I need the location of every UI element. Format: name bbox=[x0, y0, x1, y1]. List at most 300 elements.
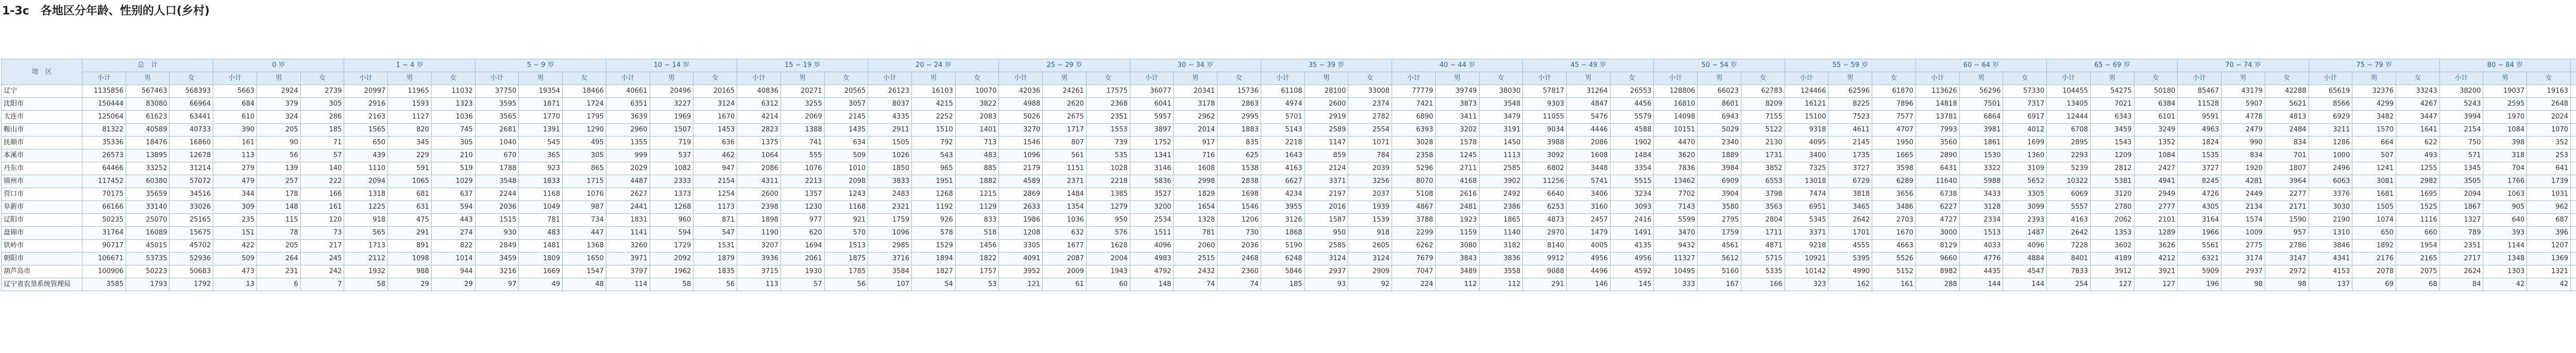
table-cell: 64466 bbox=[82, 162, 126, 175]
header-age-group: 55 − 59 岁 bbox=[1785, 59, 1916, 72]
table-cell: 1135856 bbox=[82, 85, 126, 98]
table-cell: 3146 bbox=[1130, 162, 1174, 175]
table-cell: 7577 bbox=[1872, 111, 1916, 124]
table-cell: 3585 bbox=[82, 278, 126, 291]
table-cell: 5599 bbox=[1654, 214, 1698, 227]
table-cell: 1966 bbox=[2178, 227, 2222, 240]
table-cell: 2398 bbox=[737, 201, 781, 214]
table-cell: 950 bbox=[1086, 214, 1130, 227]
table-cell: 6929 bbox=[2309, 111, 2352, 124]
table-cell: 5243 bbox=[2439, 98, 2483, 111]
header-age-group: 15 − 19 岁 bbox=[737, 59, 868, 72]
table-cell: 3716 bbox=[868, 253, 912, 265]
table-cell: 5715 bbox=[1741, 253, 1785, 265]
header-sub-female: 女 bbox=[1610, 72, 1654, 85]
table-cell: 379 bbox=[257, 98, 300, 111]
table-cell: 2995 bbox=[1217, 111, 1261, 124]
table-cell: 1694 bbox=[781, 240, 824, 253]
table-cell: 3486 bbox=[1872, 201, 1916, 214]
table-cell: 19163 bbox=[2527, 85, 2571, 98]
table-cell: 2916 bbox=[344, 98, 388, 111]
table-cell: 4871 bbox=[1741, 240, 1785, 253]
table-cell: 2483 bbox=[868, 188, 912, 201]
header-sub-subtotal: 小计 bbox=[1785, 72, 1828, 85]
table-cell: 25165 bbox=[170, 214, 213, 227]
table-cell: 571 bbox=[2439, 149, 2483, 162]
table-cell: 2145 bbox=[1828, 137, 1872, 149]
table-cell: 921 bbox=[824, 214, 868, 227]
table-cell: 1809 bbox=[519, 253, 563, 265]
table-cell: 918 bbox=[344, 214, 388, 227]
table-cell: 6553 bbox=[1741, 175, 1785, 188]
table-cell: 2717 bbox=[2439, 253, 2483, 265]
table-cell: 3921 bbox=[2134, 265, 2178, 278]
table-cell: 750 bbox=[2439, 137, 2483, 149]
table-cell: 5701 bbox=[1261, 111, 1304, 124]
header-sub-female: 女 bbox=[1741, 72, 1785, 85]
header-age-group: 30 − 34 岁 bbox=[1130, 59, 1261, 72]
table-cell: 634 bbox=[824, 137, 868, 149]
table-cell: 31764 bbox=[82, 227, 126, 240]
table-cell: 1867 bbox=[2439, 201, 2483, 214]
header-sub-subtotal: 小计 bbox=[1654, 72, 1698, 85]
table-cell: 253 bbox=[2527, 149, 2571, 162]
table-cell: 50235 bbox=[82, 214, 126, 227]
table-cell: 2642 bbox=[2047, 227, 2091, 240]
table-cell: 3260 bbox=[606, 240, 650, 253]
table-cell: 40589 bbox=[126, 124, 170, 137]
table-cell: 2386 bbox=[1479, 201, 1523, 214]
table-cell: 4267 bbox=[2396, 98, 2439, 111]
table-cell: 6864 bbox=[1959, 111, 2003, 124]
table-cell: 57 bbox=[300, 149, 344, 162]
table-cell: 1049 bbox=[519, 201, 563, 214]
table-cell: 3160 bbox=[1567, 201, 1611, 214]
table-cell: 2589 bbox=[1304, 124, 1348, 137]
table-cell: 1318 bbox=[344, 188, 388, 201]
table-cell: 3092 bbox=[1523, 149, 1567, 162]
table-cell: 4214 bbox=[737, 111, 781, 124]
table-cell: 3822 bbox=[955, 98, 999, 111]
table-cell: 7523 bbox=[1828, 111, 1872, 124]
table-cell: 1724 bbox=[563, 98, 606, 111]
table-cell: 965 bbox=[912, 162, 956, 175]
header-sub-male: 男 bbox=[388, 72, 432, 85]
table-cell: 781 bbox=[519, 214, 563, 227]
table-cell: 5335 bbox=[1741, 265, 1785, 278]
table-cell: 4963 bbox=[2178, 124, 2222, 137]
table-cell: 24261 bbox=[1043, 85, 1087, 98]
table-cell: 3904 bbox=[1698, 188, 1741, 201]
header-sub-male: 男 bbox=[1435, 72, 1479, 85]
table-cell: 1515 bbox=[475, 214, 519, 227]
table-cell: 2675 bbox=[1043, 111, 1087, 124]
table-cell: 3548 bbox=[475, 175, 519, 188]
table-cell: 4311 bbox=[737, 175, 781, 188]
table-cell: 104455 bbox=[2047, 85, 2091, 98]
table-cell: 4299 bbox=[2352, 98, 2396, 111]
table-cell: 1770 bbox=[519, 111, 563, 124]
table-cell: 2642 bbox=[1828, 214, 1872, 227]
table-cell: 4305 bbox=[2178, 201, 2222, 214]
table-cell: 4884 bbox=[2003, 253, 2047, 265]
table-cell: 2427 bbox=[2134, 162, 2178, 175]
table-cell: 9912 bbox=[1523, 253, 1567, 265]
table-cell: 1923 bbox=[1435, 214, 1479, 227]
table-cell: 139 bbox=[257, 162, 300, 175]
table-cell: 4588 bbox=[1610, 124, 1654, 137]
header-sub-female: 女 bbox=[2003, 72, 2047, 85]
table-cell: 1868 bbox=[1261, 227, 1304, 240]
table-cell: 305 bbox=[431, 137, 475, 149]
table-cell: 1752 bbox=[1130, 137, 1174, 149]
table-cell: 660 bbox=[2396, 227, 2439, 240]
table-cell: 1932 bbox=[344, 265, 388, 278]
table-cell: 90717 bbox=[82, 240, 126, 253]
table-cell: 6 bbox=[257, 278, 300, 291]
table-cell: 20565 bbox=[824, 85, 868, 98]
table-cell: 90 bbox=[257, 137, 300, 149]
header-sub-female: 女 bbox=[1348, 72, 1392, 85]
table-cell: 3527 bbox=[1130, 188, 1174, 201]
table-cell: 8401 bbox=[2047, 253, 2091, 265]
table-cell: 2895 bbox=[2047, 137, 2091, 149]
table-cell: 1373 bbox=[650, 188, 693, 201]
table-cell: 1243 bbox=[824, 188, 868, 201]
table-cell: 5296 bbox=[1392, 162, 1436, 175]
table-cell: 3984 bbox=[1698, 162, 1741, 175]
table-cell: 1950 bbox=[1872, 137, 1916, 149]
table-cell: 905 bbox=[2483, 201, 2527, 214]
table-cell: 1491 bbox=[1610, 227, 1654, 240]
table-cell: 56 bbox=[824, 278, 868, 291]
region-name: 辽阳市 bbox=[2, 214, 82, 227]
table-cell: 3124 bbox=[1304, 253, 1348, 265]
table-cell: 625 bbox=[1217, 149, 1261, 162]
table-cell: 5029 bbox=[1698, 124, 1741, 137]
table-cell: 701 bbox=[2265, 149, 2309, 162]
table-cell: 834 bbox=[2265, 137, 2309, 149]
table-cell: 576 bbox=[1086, 227, 1130, 240]
table-row bbox=[2, 175, 2576, 188]
table-cell: 3558 bbox=[1479, 265, 1523, 278]
table-cell: 439 bbox=[344, 149, 388, 162]
header-age-group: 0 岁 bbox=[213, 59, 344, 72]
table-cell: 1538 bbox=[1217, 162, 1261, 175]
table-cell: 2016 bbox=[1304, 201, 1348, 214]
header-sub-subtotal: 小计 bbox=[344, 72, 388, 85]
table-cell: 1401 bbox=[955, 124, 999, 137]
table-cell: 3406 bbox=[1567, 188, 1611, 201]
table-cell: 1208 bbox=[999, 227, 1043, 240]
table-cell: 121 bbox=[999, 278, 1043, 291]
table-cell: 990 bbox=[2222, 137, 2265, 149]
table-cell: 535 bbox=[1086, 149, 1130, 162]
table-cell: 3433 bbox=[1959, 188, 2003, 201]
table-cell: 2094 bbox=[344, 175, 388, 188]
table-cell: 4096 bbox=[1130, 240, 1174, 253]
table-cell: 1116 bbox=[2396, 214, 2439, 227]
table-cell: 684 bbox=[213, 98, 257, 111]
table-cell: 422 bbox=[213, 240, 257, 253]
table-cell: 2919 bbox=[1304, 111, 1348, 124]
table-cell: 1286 bbox=[2309, 137, 2352, 149]
table-cell: 5579 bbox=[1610, 111, 1654, 124]
table-cell: 1352 bbox=[2134, 137, 2178, 149]
table-cell: 2804 bbox=[1741, 214, 1785, 227]
table-cell: 2083 bbox=[955, 111, 999, 124]
table-cell: 1368 bbox=[563, 240, 606, 253]
table-cell: 1484 bbox=[1610, 149, 1654, 162]
table-cell: 1327 bbox=[2439, 214, 2483, 227]
table-cell: 7143 bbox=[1654, 201, 1698, 214]
table-cell: 9660 bbox=[1916, 253, 1959, 265]
header-sub-subtotal bbox=[2570, 72, 2576, 85]
table-cell: 1529 bbox=[912, 240, 956, 253]
table-cell: 2039 bbox=[1348, 162, 1392, 175]
table-cell: 2374 bbox=[1348, 98, 1392, 111]
table-cell: 2739 bbox=[300, 85, 344, 98]
table-cell: 1151 bbox=[1043, 162, 1087, 175]
table-cell: 16103 bbox=[912, 85, 956, 98]
table-cell: 3818 bbox=[1828, 188, 1872, 201]
table-cell: 245 bbox=[300, 253, 344, 265]
table-cell: 2061 bbox=[781, 253, 824, 265]
table-cell: 6312 bbox=[737, 98, 781, 111]
table-cell: 1254 bbox=[693, 188, 737, 201]
table-cell: 3211 bbox=[2309, 124, 2352, 137]
table-cell: 16089 bbox=[126, 227, 170, 240]
table-cell: 1479 bbox=[1567, 227, 1611, 240]
table-cell: 3124 bbox=[1348, 253, 1392, 265]
table-cell: 3994 bbox=[2439, 111, 2483, 124]
table-row bbox=[2, 149, 2576, 162]
table-cell: 1014 bbox=[431, 253, 475, 265]
header-sub-subtotal: 小计 bbox=[737, 72, 781, 85]
table-cell: 20496 bbox=[650, 85, 693, 98]
table-cell: 65619 bbox=[2309, 85, 2352, 98]
table-cell: 2937 bbox=[1304, 265, 1348, 278]
header-age-group: 5 − 9 岁 bbox=[475, 59, 606, 72]
table-cell: 719 bbox=[650, 137, 693, 149]
table-cell bbox=[2570, 149, 2576, 162]
table-cell: 1168 bbox=[824, 201, 868, 214]
table-cell: 2890 bbox=[1916, 149, 1959, 162]
table-cell: 127 bbox=[2090, 278, 2134, 291]
table-cell: 1321 bbox=[2527, 265, 2571, 278]
table-cell: 745 bbox=[431, 124, 475, 137]
table-cell: 145 bbox=[1610, 278, 1654, 291]
table-cell: 1807 bbox=[2265, 162, 2309, 175]
table-cell: 2432 bbox=[1174, 265, 1217, 278]
table-cell: 117452 bbox=[82, 175, 126, 188]
table-cell bbox=[2570, 188, 2576, 201]
table-cell: 1643 bbox=[1261, 149, 1304, 162]
table-cell: 309 bbox=[213, 201, 257, 214]
table-cell bbox=[2570, 162, 2576, 175]
table-row bbox=[2, 98, 2576, 111]
table-cell: 148 bbox=[1130, 278, 1174, 291]
table-cell: 4446 bbox=[1567, 124, 1611, 137]
table-cell: 4778 bbox=[2222, 111, 2265, 124]
table-cell: 26123 bbox=[868, 85, 912, 98]
header-sub-subtotal: 小计 bbox=[2047, 72, 2091, 85]
table-cell: 210 bbox=[431, 149, 475, 162]
table-cell: 8209 bbox=[1741, 98, 1785, 111]
table-row bbox=[2, 278, 2576, 291]
table-row bbox=[2, 214, 2576, 227]
table-cell: 1670 bbox=[693, 111, 737, 124]
table-cell: 1883 bbox=[1217, 124, 1261, 137]
table-cell: 35659 bbox=[126, 188, 170, 201]
table-cell: 578 bbox=[912, 227, 956, 240]
table-cell: 1010 bbox=[824, 162, 868, 175]
table-row bbox=[2, 124, 2576, 137]
population-table bbox=[1, 59, 2576, 291]
table-cell: 637 bbox=[431, 188, 475, 201]
table-cell: 1245 bbox=[1435, 149, 1479, 162]
table-cell: 137 bbox=[2309, 278, 2352, 291]
header-sub-male: 男 bbox=[781, 72, 824, 85]
table-cell: 5907 bbox=[2222, 98, 2265, 111]
header-sub-subtotal: 小计 bbox=[2309, 72, 2352, 85]
table-cell: 5239 bbox=[2047, 162, 2091, 175]
table-cell: 33252 bbox=[126, 162, 170, 175]
table-cell: 1543 bbox=[2090, 137, 2134, 149]
header-sub-male: 男 bbox=[1828, 72, 1872, 85]
table-cell: 38030 bbox=[1479, 85, 1523, 98]
header-sub-male: 男 bbox=[2090, 72, 2134, 85]
table-cell: 5395 bbox=[1828, 253, 1872, 265]
table-cell: 565 bbox=[344, 227, 388, 240]
table-cell: 50223 bbox=[126, 265, 170, 278]
table-cell: 6708 bbox=[2047, 124, 2091, 137]
table-cell: 42036 bbox=[999, 85, 1043, 98]
region-name: 抚顺市 bbox=[2, 137, 82, 149]
table-cell: 84 bbox=[2439, 278, 2483, 291]
table-cell: 570 bbox=[824, 227, 868, 240]
table-cell: 1608 bbox=[1174, 162, 1217, 175]
table-cell: 11640 bbox=[1916, 175, 1959, 188]
table-cell: 6069 bbox=[2047, 188, 2091, 201]
table-cell: 1487 bbox=[2003, 227, 2047, 240]
table-cell: 125064 bbox=[82, 111, 126, 124]
table-cell: 1898 bbox=[737, 214, 781, 227]
header-sub-male: 男 bbox=[2352, 72, 2396, 85]
table-cell: 5621 bbox=[2265, 98, 2309, 111]
table-cell: 2112 bbox=[344, 253, 388, 265]
table-cell: 3595 bbox=[475, 98, 519, 111]
table-cell: 4956 bbox=[1610, 253, 1654, 265]
table-cell: 4212 bbox=[2134, 253, 2178, 265]
table-cell: 7993 bbox=[1916, 124, 1959, 137]
table-cell: 69 bbox=[2352, 278, 2396, 291]
table-cell: 4611 bbox=[1828, 124, 1872, 137]
table-cell: 1920 bbox=[2222, 162, 2265, 175]
table-cell: 97 bbox=[475, 278, 519, 291]
table-cell: 2218 bbox=[1086, 175, 1130, 188]
table-cell: 1063 bbox=[2483, 188, 2527, 201]
table-cell: 2340 bbox=[1698, 137, 1741, 149]
table-cell: 127 bbox=[2134, 278, 2178, 291]
table-cell: 2534 bbox=[1130, 214, 1174, 227]
table-cell: 5957 bbox=[1130, 111, 1174, 124]
table-cell: 61108 bbox=[1261, 85, 1304, 98]
table-cell: 1943 bbox=[1086, 265, 1130, 278]
table-cell: 1553 bbox=[1086, 124, 1130, 137]
table-cell: 835 bbox=[1217, 137, 1261, 149]
table-cell: 7501 bbox=[1959, 98, 2003, 111]
table-cell: 537 bbox=[650, 149, 693, 162]
table-cell: 1173 bbox=[693, 201, 737, 214]
table-cell: 4726 bbox=[2178, 188, 2222, 201]
table-cell: 3227 bbox=[650, 98, 693, 111]
header-sub-subtotal: 小计 bbox=[1261, 72, 1304, 85]
table-cell: 1578 bbox=[1435, 137, 1479, 149]
table-cell: 9318 bbox=[1785, 124, 1828, 137]
table-cell: 1071 bbox=[1348, 137, 1392, 149]
table-cell: 5526 bbox=[1872, 253, 1916, 265]
header-sub-female: 女 bbox=[170, 72, 213, 85]
table-cell: 3548 bbox=[1479, 98, 1523, 111]
table-cell: 11965 bbox=[388, 85, 432, 98]
table-cell: 1590 bbox=[2265, 214, 2309, 227]
page-title: 1-3c 各地区分年龄、性别的人口(乡村) bbox=[2, 5, 210, 18]
table-cell: 113 bbox=[213, 149, 257, 162]
table-cell: 10495 bbox=[1654, 265, 1698, 278]
table-cell: 3836 bbox=[1479, 253, 1523, 265]
table-cell: 1513 bbox=[1959, 227, 2003, 240]
table-cell: 2037 bbox=[1348, 188, 1392, 201]
table-cell: 2937 bbox=[2222, 265, 2265, 278]
table-cell: 2165 bbox=[2396, 253, 2439, 265]
table-cell: 792 bbox=[912, 137, 956, 149]
table-cell: 4496 bbox=[1567, 265, 1611, 278]
table-row bbox=[2, 162, 2576, 175]
table-cell: 13781 bbox=[1916, 111, 1959, 124]
header-sub-male: 男 bbox=[257, 72, 300, 85]
table-cell: 1951 bbox=[912, 175, 956, 188]
table-cell: 6890 bbox=[1392, 111, 1436, 124]
table-cell: 6321 bbox=[2178, 253, 2222, 265]
table-cell: 4153 bbox=[2309, 265, 2352, 278]
table-cell: 4813 bbox=[2265, 111, 2309, 124]
table-cell: 2092 bbox=[650, 253, 693, 265]
table-cell: 5152 bbox=[1872, 265, 1916, 278]
table-cell: 734 bbox=[563, 214, 606, 227]
table-cell: 1593 bbox=[388, 98, 432, 111]
table-cell: 3626 bbox=[2134, 240, 2178, 253]
table-cell: 4873 bbox=[1523, 214, 1567, 227]
table-cell: 4487 bbox=[606, 175, 650, 188]
table-cell: 3964 bbox=[2265, 175, 2309, 188]
table-cell: 3249 bbox=[2134, 124, 2178, 137]
table-cell: 1026 bbox=[868, 149, 912, 162]
table-cell: 161 bbox=[1872, 278, 1916, 291]
table-cell: 6431 bbox=[1916, 162, 1959, 175]
header-sub-female: 女 bbox=[1479, 72, 1523, 85]
table-cell: 185 bbox=[1261, 278, 1304, 291]
table-cell: 3843 bbox=[1435, 253, 1479, 265]
table-cell: 1650 bbox=[563, 253, 606, 265]
header-region: 地 区 bbox=[2, 59, 82, 85]
header-age-group: 1 − 4 岁 bbox=[344, 59, 475, 72]
table-cell: 1357 bbox=[781, 188, 824, 201]
table-cell: 3715 bbox=[737, 265, 781, 278]
table-cell: 7421 bbox=[1392, 98, 1436, 111]
table-cell: 231 bbox=[257, 265, 300, 278]
header-age-group: 75 − 79 岁 bbox=[2309, 59, 2439, 72]
